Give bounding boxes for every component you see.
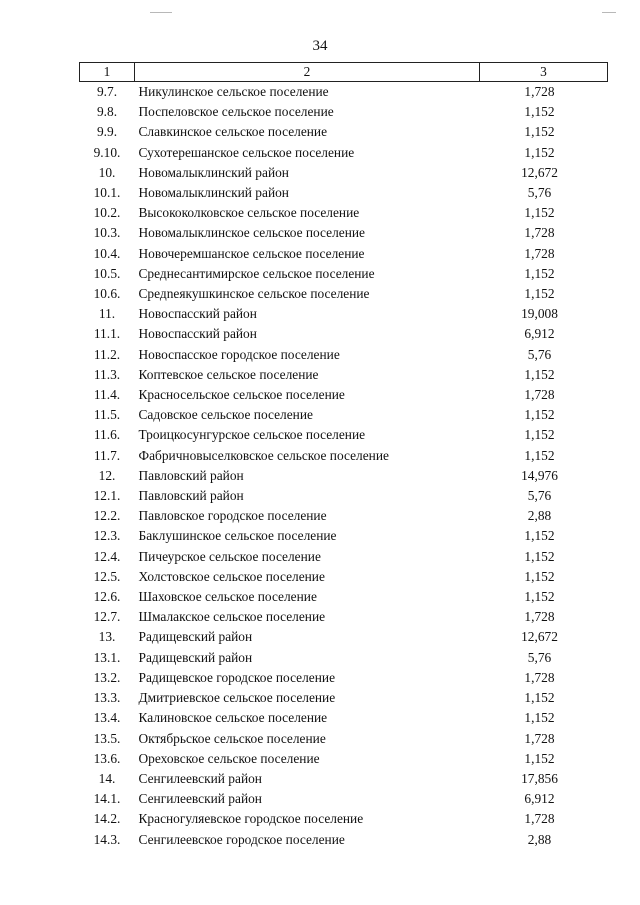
scan-speck (602, 12, 616, 13)
row-name: Фабричновыселковское сельское поселение (138, 447, 389, 463)
row-value: 6,912 (524, 791, 555, 807)
row-name: Новомалыклинское сельское поселение (138, 225, 366, 241)
row-number: 10.1. (93, 185, 121, 201)
row-number: 14. (98, 770, 116, 786)
row-name: Радищевский район (138, 649, 253, 665)
row-value: 1,152 (524, 104, 555, 120)
table-row (80, 223, 608, 243)
row-value: 12,672 (521, 164, 558, 180)
table-row (80, 688, 608, 708)
row-value: 17,856 (521, 770, 558, 786)
table-body (80, 82, 608, 850)
table-row (80, 122, 608, 142)
row-name: Дмитриевское сельское поселение (138, 690, 336, 706)
row-value: 1,152 (524, 710, 555, 726)
row-number: 12. (98, 467, 116, 483)
row-name: Новоспасское городское поселение (138, 346, 340, 362)
table-row (80, 526, 608, 546)
table-row (80, 324, 608, 344)
table-row (80, 486, 608, 506)
row-number: 11.4. (93, 387, 121, 403)
table-row (80, 163, 608, 183)
row-name: Красносельское сельское поселение (138, 387, 345, 403)
row-number: 11.6. (93, 427, 121, 443)
column-header-value: 3 (480, 63, 608, 82)
table-row (80, 587, 608, 607)
table-row (80, 183, 608, 203)
table-row (80, 506, 608, 526)
row-number: 12.1. (93, 488, 121, 504)
row-number: 14.1. (93, 791, 121, 807)
row-name: Павловский район (138, 488, 244, 504)
row-name: Новомалыклинский район (138, 185, 289, 201)
table-row (80, 304, 608, 324)
row-value: 1,728 (524, 730, 555, 746)
row-name: Павловский район (138, 467, 244, 483)
table-row (80, 769, 608, 789)
row-value: 2,88 (527, 508, 552, 524)
row-value: 5,76 (527, 649, 552, 665)
table-row (80, 385, 608, 405)
table-row (80, 405, 608, 425)
row-name: Ореховское сельское поселение (138, 750, 320, 766)
row-number: 10.4. (93, 245, 121, 261)
page-number: 34 (312, 38, 328, 54)
row-number: 13.5. (93, 730, 121, 746)
row-value: 14,976 (521, 467, 558, 483)
row-value: 1,152 (524, 427, 555, 443)
table-row (80, 830, 608, 850)
table-row (80, 789, 608, 809)
row-number: 10. (98, 164, 116, 180)
row-value: 1,152 (524, 568, 555, 584)
row-name: Новоспасский район (138, 306, 257, 322)
row-number: 14.2. (93, 811, 121, 827)
row-name: Радищевское городское поселение (138, 669, 336, 685)
row-value: 1,728 (524, 84, 555, 99)
row-number: 11.5. (93, 407, 121, 423)
row-name: Коптевское сельское поселение (138, 366, 319, 382)
row-number: 9.9. (96, 124, 118, 140)
row-number: 12.5. (93, 568, 121, 584)
allocation-table (79, 62, 608, 850)
row-name: Троицкосунгурское сельское поселение (138, 427, 366, 443)
table-row (80, 648, 608, 668)
row-number: 13.3. (93, 690, 121, 706)
row-number: 12.6. (93, 589, 121, 605)
row-value: 5,76 (527, 185, 552, 201)
row-number: 9.7. (96, 84, 118, 99)
row-value: 1,152 (524, 447, 555, 463)
row-name: Среднесантимирское сельское поселение (138, 265, 375, 281)
row-number: 10.5. (93, 265, 121, 281)
row-number: 13.6. (93, 750, 121, 766)
row-value: 2,88 (527, 831, 552, 847)
scan-speck (150, 12, 172, 13)
table-row (80, 547, 608, 567)
row-number: 13.2. (93, 669, 121, 685)
row-number: 12.4. (93, 548, 121, 564)
row-number: 11.1. (93, 326, 121, 342)
row-name: Новоспасский район (138, 326, 257, 342)
row-value: 1,728 (524, 245, 555, 261)
column-header-name: 2 (135, 63, 480, 82)
row-number: 12.2. (93, 508, 121, 524)
row-name: Павловское городское поселение (138, 508, 327, 524)
table-row (80, 627, 608, 647)
row-value: 6,912 (524, 326, 555, 342)
row-name: Никулинское сельское поселение (138, 84, 329, 99)
row-number: 12.3. (93, 528, 121, 544)
row-name: Шаховское сельское поселение (138, 589, 317, 605)
row-value: 1,152 (524, 407, 555, 423)
row-name: Баклушинское сельское поселение (138, 528, 337, 544)
row-value: 1,152 (524, 750, 555, 766)
row-name: Славкинское сельское поселение (138, 124, 328, 140)
row-value: 5,76 (527, 488, 552, 504)
row-number: 13.4. (93, 710, 121, 726)
row-value: 1,152 (524, 366, 555, 382)
table-header-row (80, 63, 608, 82)
row-name: Сухотерешанское сельское поселение (138, 144, 355, 160)
row-number: 10.3. (93, 225, 121, 241)
row-number: 13.1. (93, 649, 121, 665)
table-row (80, 729, 608, 749)
table-row (80, 446, 608, 466)
table-row (80, 607, 608, 627)
table-row (80, 203, 608, 223)
row-name: Сенгилеевское городское поселение (138, 831, 345, 847)
row-value: 1,152 (524, 144, 555, 160)
row-number: 9.8. (96, 104, 118, 120)
row-name: Сенгилеевский район (138, 770, 262, 786)
row-value: 1,728 (524, 669, 555, 685)
row-number: 11. (98, 306, 116, 322)
row-number: 12.7. (93, 609, 121, 625)
row-value: 1,728 (524, 387, 555, 403)
table-row (80, 143, 608, 163)
table-row (80, 809, 608, 829)
row-number: 11.2. (93, 346, 121, 362)
row-value: 12,672 (521, 629, 558, 645)
row-value: 1,152 (524, 528, 555, 544)
row-number: 9.10. (93, 144, 121, 160)
row-number: 10.6. (93, 286, 121, 302)
table-row (80, 708, 608, 728)
table-row (80, 102, 608, 122)
row-name: Сенгилеевский район (138, 791, 262, 807)
row-value: 1,152 (524, 589, 555, 605)
table-row (80, 345, 608, 365)
table-row (80, 82, 608, 103)
row-value: 1,152 (524, 265, 555, 281)
row-value: 1,728 (524, 811, 555, 827)
row-value: 1,152 (524, 124, 555, 140)
row-name: Холстовское сельское поселение (138, 568, 325, 584)
row-name: Высококолковское сельское поселение (138, 205, 360, 221)
table-row (80, 264, 608, 284)
row-value: 1,152 (524, 690, 555, 706)
row-number: 11.7. (93, 447, 121, 463)
row-number: 13. (98, 629, 116, 645)
row-name: Красногуляевское городское поселение (138, 811, 364, 827)
row-value: 1,152 (524, 548, 555, 564)
row-value: 1,152 (524, 205, 555, 221)
table-row (80, 668, 608, 688)
row-value: 1,152 (524, 286, 555, 302)
table-row (80, 466, 608, 486)
row-value: 19,008 (521, 306, 558, 322)
row-name: Калиновское сельское поселение (138, 710, 328, 726)
table-row (80, 244, 608, 264)
row-name: Новомалыклинский район (138, 164, 289, 180)
row-name: Садовское сельское поселение (138, 407, 313, 423)
table-row (80, 567, 608, 587)
row-name: Средneякушкинское сельское поселение (138, 286, 370, 302)
row-value: 5,76 (527, 346, 552, 362)
row-number: 11.3. (93, 366, 121, 382)
row-number: 14.3. (93, 831, 121, 847)
row-value: 1,728 (524, 609, 555, 625)
row-name: Пичеурское сельское поселение (138, 548, 321, 564)
table-row (80, 284, 608, 304)
row-name: Новочеремшанское сельское поселение (138, 245, 365, 261)
table-row (80, 749, 608, 769)
table-row (80, 425, 608, 445)
row-name: Октябрьское сельское поселение (138, 730, 326, 746)
row-name: Поспеловское сельское поселение (138, 104, 334, 120)
table-row (80, 365, 608, 385)
row-value: 1,728 (524, 225, 555, 241)
row-name: Радищевский район (138, 629, 253, 645)
row-name: Шмалакское сельское поселение (138, 609, 326, 625)
row-number: 10.2. (93, 205, 121, 221)
column-header-number: 1 (80, 63, 135, 82)
